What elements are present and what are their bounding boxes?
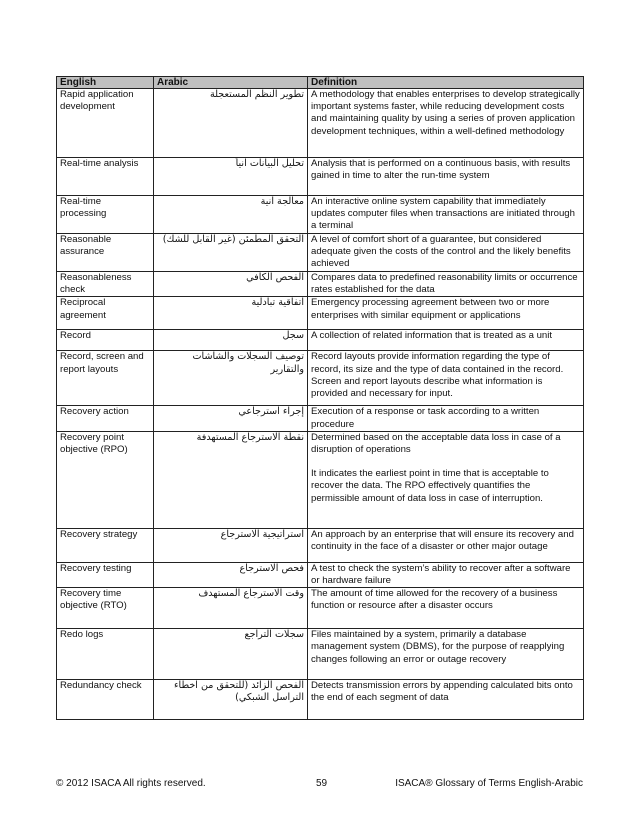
definition-paragraph: An approach by an enterprise that will ensure its recovery and continuity in the face of a disaster or other major outage	[311, 528, 574, 553]
table-row	[57, 297, 584, 330]
definition-paragraph: An interactive online system capability that immediately updates computer files when transactions are initiated through a terminal	[311, 196, 575, 232]
definition-paragraph: Files maintained by a system, primarily a database management system (DBMS), for the purpose of reapplying changes following an error or outage recovery	[311, 629, 565, 665]
definition-paragraph: Analysis that is performed on a continuous basis, with results gained in time to alter the run-time system	[311, 158, 571, 182]
term-definition	[308, 89, 584, 158]
definition-paragraph: The amount of time allowed for the recovery of a business function or resource after a disaster occurs	[311, 588, 558, 612]
term-english: Reasonableness check	[57, 272, 154, 297]
term-arabic: معالجة آنية	[154, 196, 308, 234]
term-definition	[308, 351, 584, 406]
term-english: Real-time analysis	[57, 158, 154, 196]
term-english: Reasonable assurance	[57, 234, 154, 272]
definition-paragraph: A methodology that enables enterprises to develop strategically important systems faster, while reducing development costs and maintaining quality by using a series of proven application development techniques, within a well-defined methodology	[311, 89, 580, 137]
table-row	[57, 272, 584, 297]
term-english: Redo logs	[57, 629, 154, 680]
term-arabic: اتفاقية تبادلية	[154, 297, 308, 330]
term-arabic: الفحص الكافي	[154, 272, 308, 297]
term-arabic: إجراء استرجاعي	[154, 406, 308, 431]
term-english: Reciprocal agreement	[57, 297, 154, 330]
term-english: Recovery time objective (RTO)	[57, 588, 154, 629]
definition-paragraph: A test to check the system’s ability to recover after a software or hardware failure	[311, 562, 571, 587]
definition-paragraph	[311, 456, 580, 468]
definition-paragraph: A collection of related information that is treated as a unit	[311, 330, 553, 342]
table-row	[57, 588, 584, 629]
term-definition	[308, 431, 584, 528]
table-row	[57, 196, 584, 234]
term-english: Recovery strategy	[57, 528, 154, 562]
header-arabic: Arabic	[154, 77, 308, 89]
term-arabic: فحص الاسترجاع	[154, 562, 308, 587]
term-arabic: توصيف السجلات والشاشات والتقارير	[154, 351, 308, 406]
term-english: Recovery action	[57, 406, 154, 431]
header-definition: Definition	[308, 77, 584, 89]
definition-paragraph: Detects transmission errors by appending calculated bits onto the end of each segment of data	[311, 680, 573, 704]
term-definition	[308, 562, 584, 587]
term-arabic: سجل	[154, 330, 308, 351]
table-row	[57, 158, 584, 196]
term-definition	[308, 297, 584, 330]
table-body	[57, 89, 584, 720]
table-row	[57, 89, 584, 158]
term-arabic: تحليل البيانات آنياً	[154, 158, 308, 196]
term-definition	[308, 588, 584, 629]
term-definition	[308, 234, 584, 272]
term-arabic: نقطة الاسترجاع المستهدفة	[154, 431, 308, 528]
definition-paragraph: A level of comfort short of a guarantee, but considered adequate given the costs of the control and the likely benefits achieved	[311, 234, 571, 270]
term-definition	[308, 528, 584, 562]
table-row	[57, 528, 584, 562]
definition-paragraph: Emergency processing agreement between two or more enterprises with similar equipment or applications	[311, 297, 550, 321]
term-arabic: الفحص الزائد (للتحقق من اخطاء التراسل الشبكي)	[154, 680, 308, 720]
definition-paragraph: Compares data to predefined reasonability limits or occurrence rates established for the data	[311, 272, 578, 296]
term-definition	[308, 629, 584, 680]
header-english: English	[57, 77, 154, 89]
term-english: Rapid application development	[57, 89, 154, 158]
term-definition	[308, 158, 584, 196]
definition-paragraph: It indicates the earliest point in time that is acceptable to recover the data. The RPO effectively quantifies the permissible amount of data loss in case of interruption.	[311, 468, 549, 504]
term-arabic: وقت الاسترجاع المستهدف	[154, 588, 308, 629]
table-row	[57, 680, 584, 720]
table-row	[57, 562, 584, 587]
table-header-row	[57, 77, 584, 89]
term-definition	[308, 406, 584, 431]
definition-paragraph: Determined based on the acceptable data loss in case of a disruption of operations	[311, 431, 561, 456]
table-row	[57, 234, 584, 272]
term-english: Record, screen and report layouts	[57, 351, 154, 406]
table-row	[57, 431, 584, 528]
term-english: Recovery point objective (RPO)	[57, 431, 154, 528]
table-row	[57, 351, 584, 406]
term-english: Record	[57, 330, 154, 351]
footer-copyright: © 2012 ISACA All rights reserved.	[56, 778, 206, 789]
term-definition	[308, 196, 584, 234]
term-arabic: استراتيجية الاسترجاع	[154, 528, 308, 562]
term-english: Redundancy check	[57, 680, 154, 720]
footer-doc-title: ISACA® Glossary of Terms English-Arabic	[395, 778, 583, 789]
table-row	[57, 406, 584, 431]
term-english: Real-time processing	[57, 196, 154, 234]
table-row	[57, 629, 584, 680]
footer-page-number: 59	[316, 778, 328, 789]
table-row	[57, 330, 584, 351]
definition-paragraph: Record layouts provide information regarding the type of record, its size and the type of data contained in the record. Screen and report layouts describe what information is provided and necessary for input.	[311, 351, 564, 400]
term-definition	[308, 330, 584, 351]
term-arabic: سجلات التراجع	[154, 629, 308, 680]
term-english: Recovery testing	[57, 562, 154, 587]
definition-paragraph: Execution of a response or task according to a written procedure	[311, 406, 540, 430]
page-footer	[56, 778, 583, 792]
term-definition	[308, 272, 584, 297]
term-arabic: التحقق المطمئن (غير القابل للشك)	[154, 234, 308, 272]
term-definition	[308, 680, 584, 720]
term-arabic: تطوير النظم المستعجلة	[154, 89, 308, 158]
glossary-table	[56, 76, 584, 720]
